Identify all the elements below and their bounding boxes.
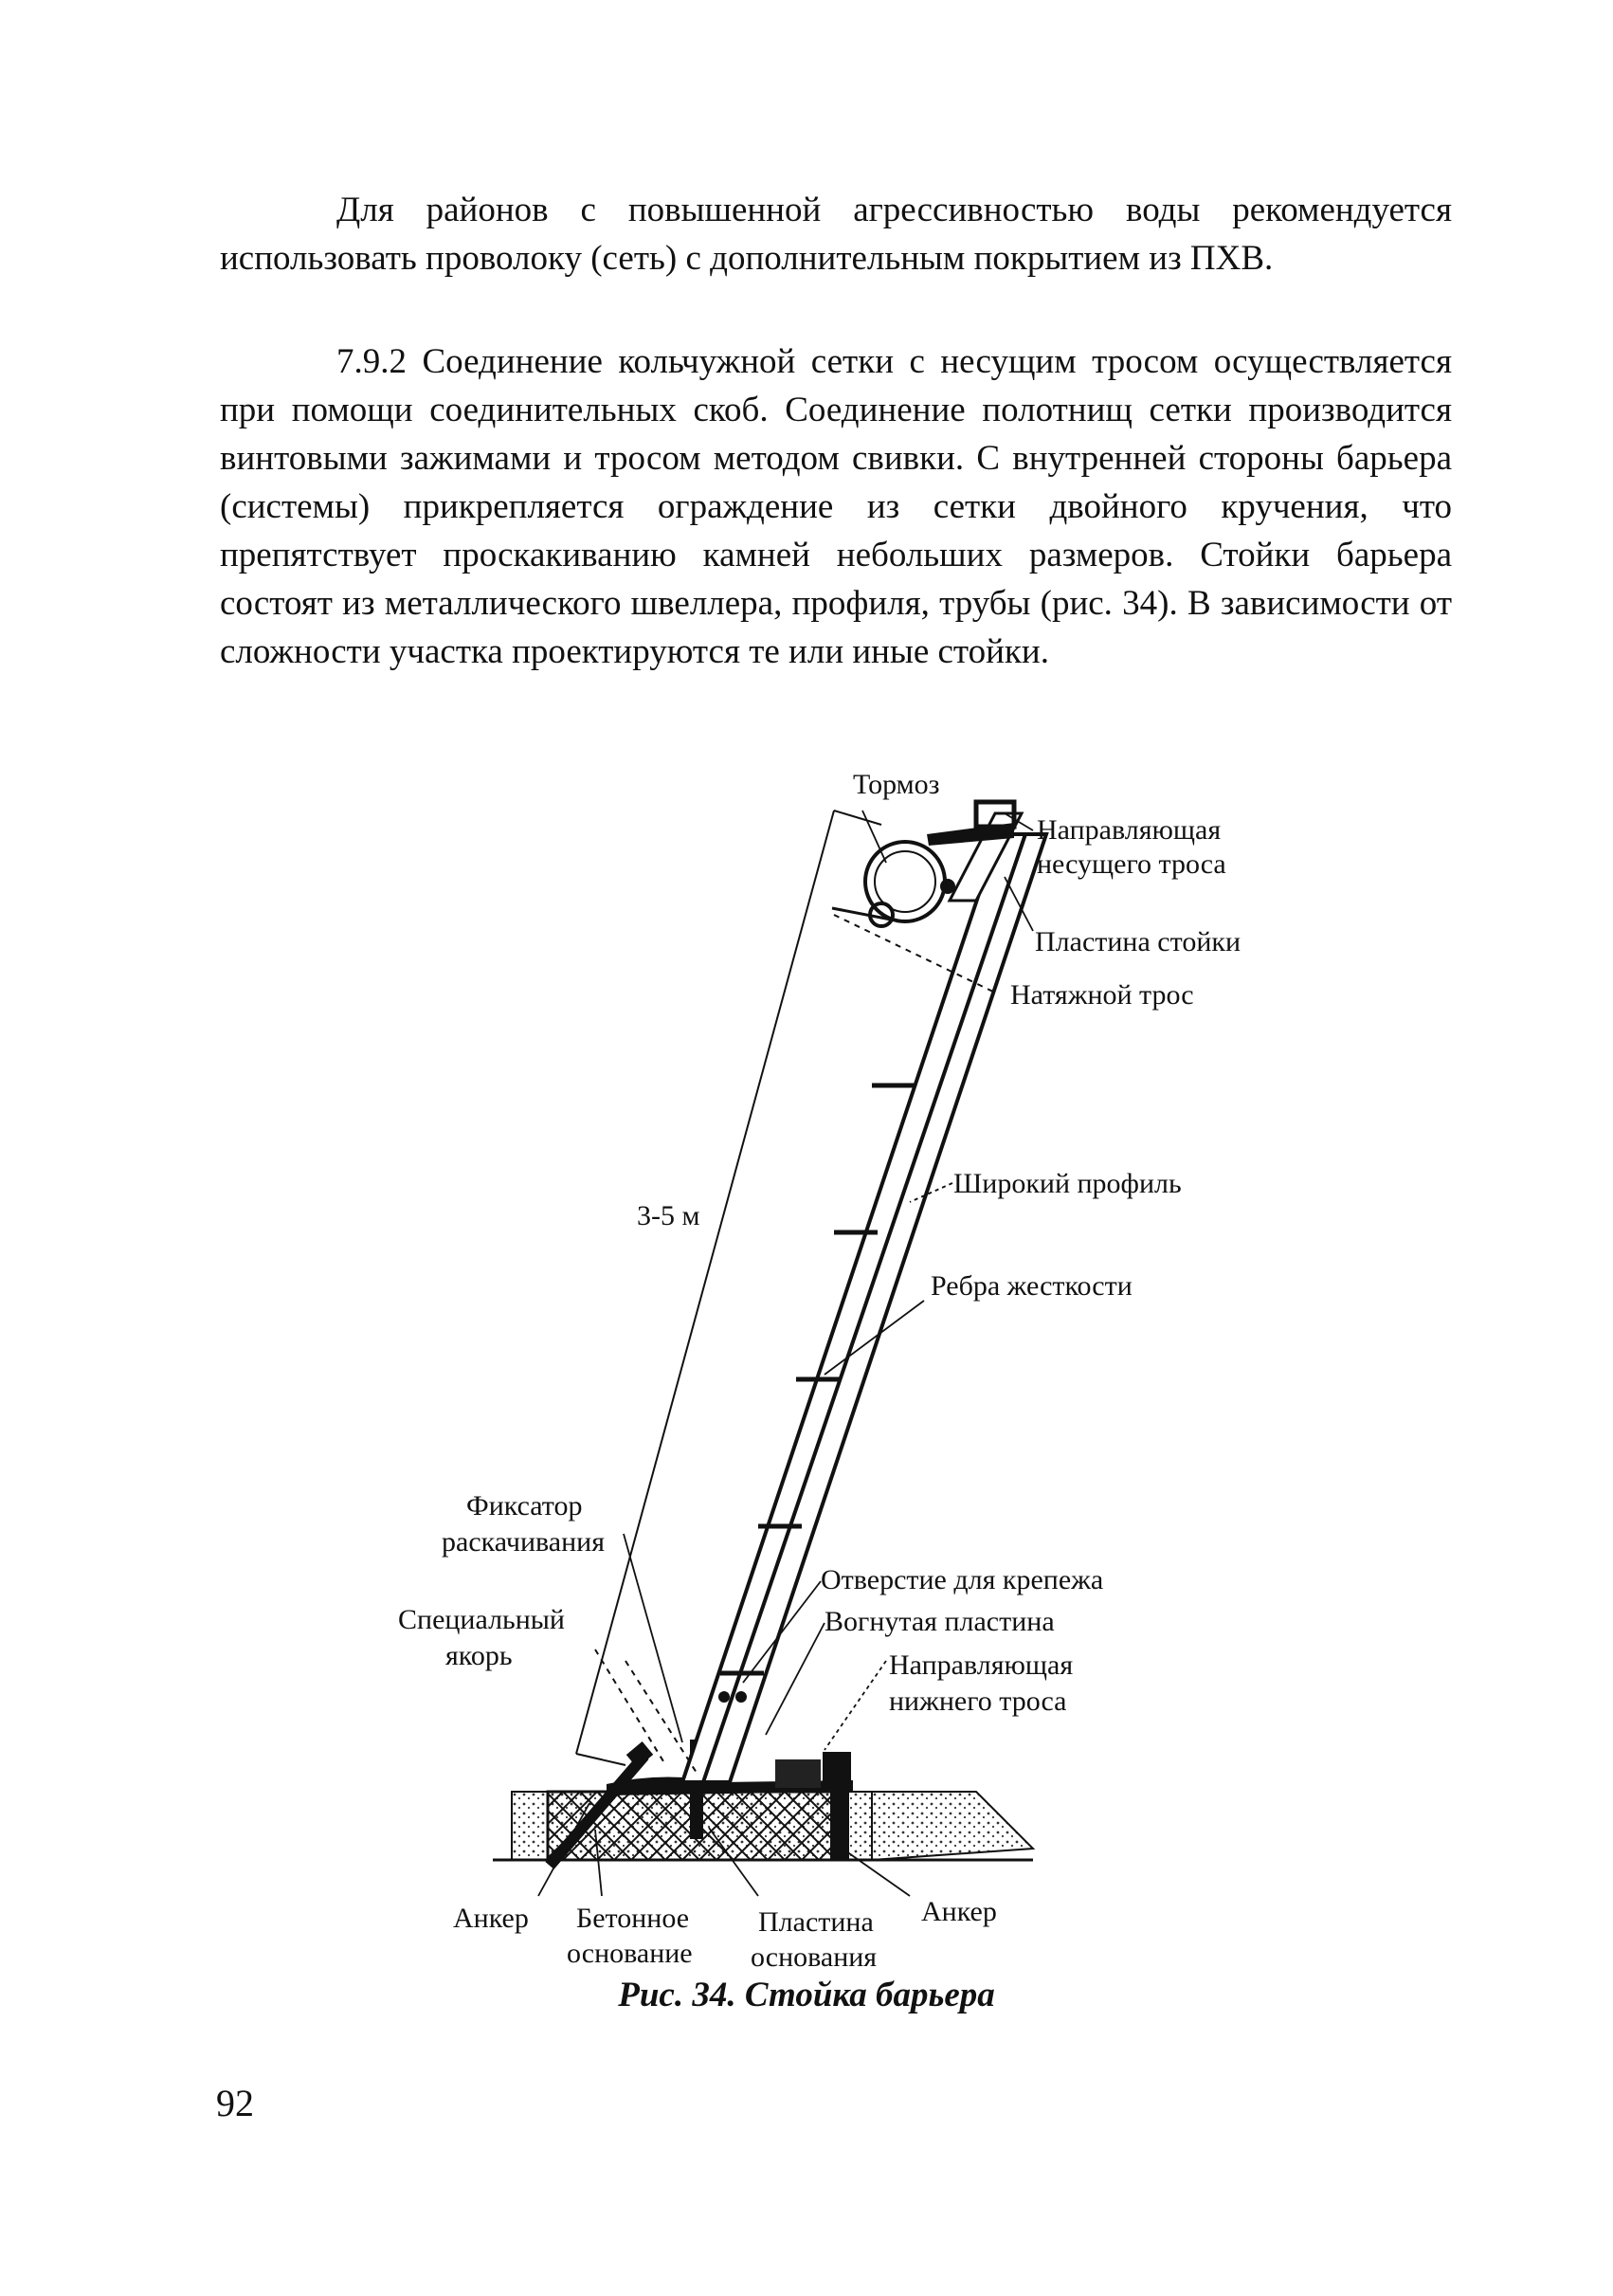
label-swing-lock-1: Фиксатор: [466, 1490, 583, 1522]
label-mount-hole: Отверстие для крепежа: [821, 1564, 1104, 1595]
label-post-plate: Пластина стойки: [1035, 926, 1241, 957]
label-base-plate-2: основания: [751, 1941, 878, 1973]
label-guide-top-2: несущего троса: [1037, 848, 1226, 880]
label-curved-plate: Вогнутая пластина: [825, 1606, 1055, 1637]
label-guide-bottom-1: Направляющая: [889, 1649, 1074, 1681]
brake-ring: [832, 842, 945, 926]
label-anchor-left: Анкер: [453, 1903, 529, 1934]
label-swing-lock-2: раскачивания: [442, 1526, 606, 1558]
figure-caption: Рис. 34. Стойка барьера: [618, 1976, 995, 2014]
label-base-plate-1: Пластина: [758, 1906, 874, 1938]
label-height: 3-5 м: [637, 1200, 700, 1231]
label-guide-top-1: Направляющая: [1037, 814, 1222, 846]
label-brake: Тормоз: [853, 769, 940, 800]
label-ribs: Ребра жесткости: [931, 1270, 1133, 1302]
label-special-anchor-1: Специальный: [398, 1604, 565, 1635]
label-wide-profile: Широкий профиль: [953, 1168, 1182, 1199]
label-special-anchor-2: якорь: [445, 1640, 513, 1671]
label-tension-cable: Натяжной трос: [1010, 979, 1194, 1011]
page-number: 92: [216, 2082, 254, 2124]
label-concrete-2: основание: [567, 1938, 693, 1969]
label-anchor-right: Анкер: [921, 1896, 997, 1927]
label-concrete-1: Бетонное: [576, 1903, 690, 1934]
label-guide-bottom-2: нижнего троса: [889, 1686, 1067, 1717]
concrete-base: [493, 1792, 1033, 1860]
paragraph-7-9-2: 7.9.2 Соединение кольчужной сетки с несущим тросом осуществляется при помощи соединительных скоб. Соединение полотнищ сетки производится винтовыми зажимами и тросом методом свивки. С внутренней стороны барьера (системы) прикрепляется ограждение из сетки двойного кручения, что препятствует проскакиванию камней небольших размеров. Стойки барьера состоят из металлического швеллера, профиля, трубы (рис. 34). В зависимости от сложности участка проектируются те или иные стойки.: [220, 342, 1452, 671]
paragraph-aggressive-water: Для районов с повышенной агрессивностью воды рекомендуется использовать проволоку (сеть) с дополнительным покрытием из ПХВ.: [220, 191, 1452, 278]
